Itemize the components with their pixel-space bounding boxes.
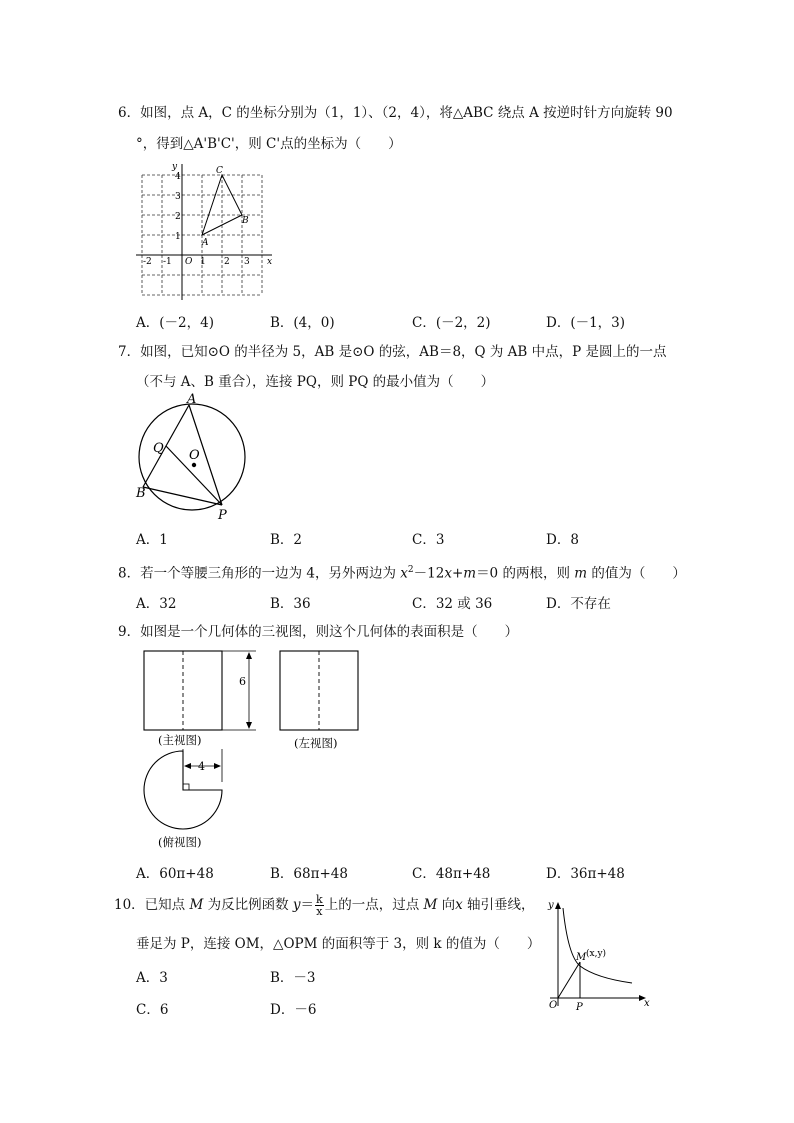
q10-text-line1 [114, 892, 535, 918]
q7-label-q: Q [153, 441, 164, 456]
q7-label-p: P [218, 508, 227, 523]
q6-x-tick-label: -1 [163, 257, 172, 267]
q8-exponent: 2 [407, 565, 414, 575]
q6-coordinate-grid-figure [134, 160, 284, 300]
q10-point-m-coord: (x,y) [586, 949, 607, 959]
q6-y-tick-label: 1 [175, 232, 181, 242]
q7-option-b[interactable]: B．2 [270, 532, 303, 548]
q9-three-views-figure [138, 645, 378, 855]
q10-option-c[interactable]: C．6 [136, 1002, 169, 1018]
q9-dim-width-label: 4 [198, 760, 205, 773]
q7-option-c[interactable]: C．3 [412, 532, 445, 548]
q10-text-line2: 垂足为 P，连接 OM，△OPM 的面积等于 3，则 k 的值为（ ） [136, 936, 541, 952]
q8-var-x: x [400, 565, 408, 582]
q7-segment-bp [143, 487, 222, 505]
q9-right-angle-mark [183, 784, 189, 790]
q6-origin-label: O [185, 257, 193, 267]
q9-top-caption: (俯视图) [158, 835, 202, 849]
q6-y-tick-label: 3 [175, 192, 181, 202]
q8-var-x2: x [444, 565, 452, 582]
q10-x-axis-label: x [644, 998, 650, 1009]
q6-x-tick-label: 2 [224, 257, 230, 267]
q9-front-caption: (主视图) [158, 733, 202, 747]
q6-x-tick-label: 3 [244, 257, 250, 267]
q9-dim-height-label: 6 [239, 675, 246, 688]
q8-var-m: m [463, 565, 477, 582]
q10-option-b[interactable]: B．－3 [270, 970, 316, 986]
q10-point-m-label: M [576, 952, 587, 963]
q9-dim-arrow-left [184, 763, 191, 769]
q7-option-a[interactable]: A．1 [136, 532, 168, 548]
q10-hyperbola-graph [536, 898, 676, 1018]
q10-var-m: M [189, 897, 204, 913]
q10-text-pre: 10．已知点 [114, 897, 190, 913]
q10-segment-om [558, 962, 580, 998]
q8-text-pre: 8．若一个等腰三角形的一边为 4，另外两边为 [118, 565, 401, 582]
q10-text-mid1: 为反比例函数 [203, 897, 293, 913]
q9-left-caption: (左视图) [294, 736, 338, 750]
q8-option-b[interactable]: B．36 [270, 596, 311, 612]
q9-option-c[interactable]: C．48π+48 [412, 866, 491, 882]
q10-var-x: x [455, 897, 463, 913]
q8-option-a[interactable]: A．32 [136, 596, 177, 612]
q7-text-line1: 7．如图，已知⊙O 的半径为 5，AB 是⊙O 的弦，AB＝8，Q 为 AB 中点，P 是圆上的一点 [118, 344, 667, 360]
q7-circle-figure [132, 392, 272, 523]
q9-front-view [144, 651, 222, 730]
q10-hyperbola-curve [563, 908, 632, 983]
q6-point-b-label: B [242, 216, 249, 226]
q7-label-b: B [136, 486, 146, 501]
q9-dim-arrow-up [246, 652, 252, 659]
q9-dim-arrow-down [246, 722, 252, 729]
q8-text-post: 的值为（ ） [587, 565, 686, 582]
q10-text-mid3: 向 [437, 897, 456, 913]
q6-x-tick-label: -2 [143, 257, 152, 267]
q8-option-c[interactable]: C．32 或 36 [412, 596, 493, 612]
q10-var-m2: M [423, 897, 438, 913]
q7-option-d[interactable]: D．8 [546, 532, 579, 548]
q7-label-o: O [189, 448, 200, 463]
q8-var-m2: m [574, 565, 588, 582]
q10-point-p-label: P [576, 1002, 583, 1013]
q10-eq: ＝ [300, 897, 315, 913]
q10-origin-label: O [549, 1000, 558, 1011]
q7-center-dot [192, 463, 196, 467]
q8-eq-tail: ＝0 的两根，则 [476, 565, 575, 582]
q6-text-line1: 6．如图，点 A，C 的坐标分别为（1，1）、（2，4），将△ABC 绕点 A 按逆时针方向旋转 90 [118, 105, 673, 121]
q6-option-d[interactable]: D．(－1，3) [546, 315, 626, 331]
q10-text-mid4: 轴引垂线， [462, 897, 535, 913]
q9-option-a[interactable]: A．60π+48 [136, 866, 214, 882]
q6-option-a[interactable]: A．(－2，4) [136, 315, 214, 331]
q10-frac-num: k [316, 893, 323, 906]
q9-option-d[interactable]: D．36π+48 [546, 866, 625, 882]
q10-fraction [315, 894, 324, 917]
q10-frac-den: x [316, 905, 323, 918]
q9-left-view [280, 651, 358, 730]
q9-option-b[interactable]: B．68π+48 [270, 866, 348, 882]
q8-plus: + [451, 565, 464, 582]
q9-text: 9．如图是一个几何体的三视图，则这个几何体的表面积是（ ） [118, 624, 519, 640]
q7-label-a: A [187, 392, 197, 407]
q6-y-tick-label: 4 [175, 172, 181, 182]
q10-y-axis-label: y [548, 900, 554, 911]
q6-option-b[interactable]: B．(4，0) [270, 315, 335, 331]
q7-text-line2: （不与 A、B 重合），连接 PQ，则 PQ 的最小值为（ ） [136, 374, 495, 390]
q8-minus-12: －12 [413, 565, 445, 582]
q8-text [118, 560, 686, 584]
q6-point-a-label: A [202, 238, 209, 248]
q10-y-axis-arrow [555, 902, 561, 909]
q6-x-tick-label: 1 [200, 257, 206, 267]
q10-text-mid2: 上的一点，过点 [324, 897, 424, 913]
q6-y-tick-label: 2 [175, 212, 181, 222]
q8-option-d[interactable]: D．不存在 [546, 596, 611, 612]
q10-var-y: y [292, 897, 301, 913]
q6-option-c[interactable]: C．(－2，2) [412, 315, 491, 331]
q10-option-d[interactable]: D．－6 [270, 1002, 317, 1018]
q9-dim-arrow-right [214, 763, 221, 769]
q6-y-axis-label: y [172, 162, 178, 172]
q10-option-a[interactable]: A．3 [136, 970, 168, 986]
q6-x-axis-label: x [267, 257, 273, 267]
q6-point-c-label: C [216, 166, 223, 176]
q6-text-line2: °，得到△A'B'C'，则 C'点的坐标为（ ） [136, 136, 402, 152]
